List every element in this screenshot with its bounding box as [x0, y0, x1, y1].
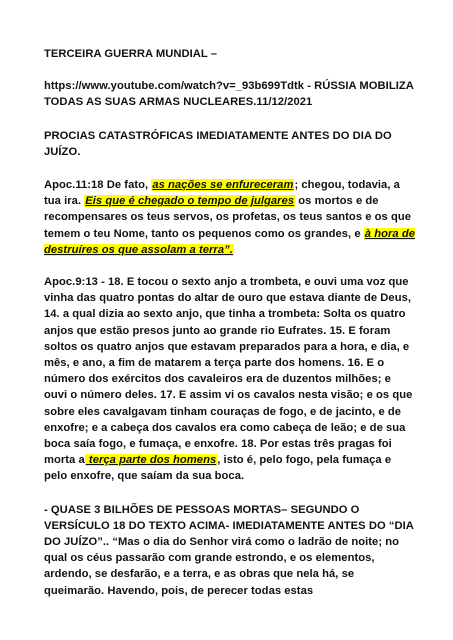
text-run: os mortos e de recompensares os teus servos, os profetas, os teus santos e os que temem o teu Nome, tanto os pequenos como os grandes, e: [44, 195, 412, 240]
apocalypse-11-18-paragraph: [44, 177, 415, 258]
video-reference-paragraph: https://www.youtube.com/watch?v=_93b699Tdtk - RÚSSIA MOBILIZA TODAS AS SUAS ARMAS NUCLEARES.11/12/2021: [44, 80, 414, 109]
text-run: ; chegou, todavia, a tua ira.: [44, 179, 400, 208]
highlighted-text: as nações se enfureceram: [152, 179, 294, 192]
document-title: TERCEIRA GUERRA MUNDIAL –: [44, 48, 218, 60]
highlighted-text: à hora de destruíres os que assolam a terra”.: [44, 227, 415, 256]
text-run: , isto é, pelo fogo, pela fumaça e pelo enxofre, que saíam da sua boca.: [44, 454, 392, 483]
highlighted-text: terça parte dos homens: [85, 454, 217, 467]
section-heading: PROCIAS CATASTRÓFICAS IMEDIATAMENTE ANTES DO DIA DO JUÍZO.: [44, 129, 392, 158]
text-run: Apoc.11:18 De fato,: [44, 179, 152, 192]
text-run: Apoc.9:13 - 18. E tocou o sexto anjo a trombeta, e ouvi uma voz que vinha das quatro pontas do altar de ouro que estava diante de Deus, 14. a qual dizia ao sexto anjo, que tinha a trombeta: Solta os quatro anjos que estão presos junto ao grande rio Eufrates. 15. E foram soltos os quatro anjos que estavam preparados para a hora, e dia, e mês, e ano, a fim de matarem a terça parte dos homens. 16. E o número dos exércitos dos cavaleiros era de duzentos milhões; e ouvi o número deles. 17. E assim vi os cavalos nesta visão; e os que sobre eles cavalgavam tinham couraças de fogo, e de jacinto, e de enxofre; e a cabeça dos cavalos era como cabeça de leão; e de sua boca saía fogo, e fumaça, e enxofre. 18. Por estas três pragas foi morta a: [44, 276, 413, 467]
highlighted-text: Eis que é chegado o tempo de julgares: [85, 195, 295, 208]
apocalypse-9-13-18-paragraph: [44, 274, 415, 485]
commentary-paragraph: - QUASE 3 BILHÕES DE PESSOAS MORTAS– SEGUNDO O VERSÍCULO 18 DO TEXTO ACIMA- IMEDIATAMENTE ANTES DO “DIA DO JUÍZO”.. “Mas o dia do Senhor virá como o ladrão de noite; no qual os céus passarão com grande estrondo, e os elementos, ardendo, se desfarão, e a terra, e as obras que nela há, se queimarão. Havendo, pois, de perecer todas estas: [44, 503, 414, 597]
